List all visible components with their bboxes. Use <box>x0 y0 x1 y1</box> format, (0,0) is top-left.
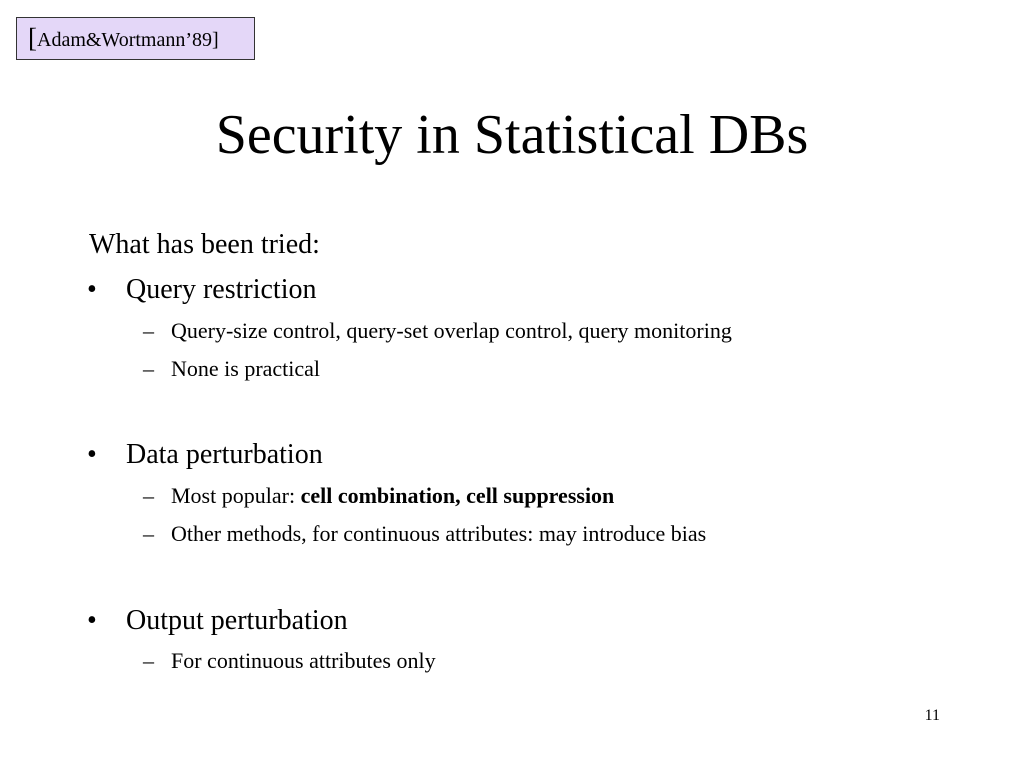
page-number: 11 <box>924 707 940 724</box>
sub-item-label: Other methods, for continuous attributes: may introduce bias <box>171 521 707 546</box>
sub-item-label: Query-size control, query-set overlap control, query monitoring <box>171 318 732 343</box>
sub-item-prefix: Most popular: <box>171 483 301 508</box>
bullet-item-data-perturbation <box>87 437 323 473</box>
dash-marker: – <box>143 483 154 508</box>
dash-marker: – <box>143 648 154 673</box>
bullet-item-output-perturbation <box>87 603 348 639</box>
slide-title: Security in Statistical DBs <box>215 104 809 166</box>
dash-marker: – <box>143 318 154 343</box>
bullet-label: Data perturbation <box>126 439 323 470</box>
sub-item-none-practical <box>143 355 321 383</box>
sub-item-continuous-only <box>143 647 436 675</box>
bullet-item-query-restriction <box>87 272 317 308</box>
bullet-marker: • <box>87 274 97 305</box>
sub-item-other-methods <box>143 520 707 548</box>
sub-item-label: For continuous attributes only <box>171 648 436 673</box>
dash-marker: – <box>143 356 154 381</box>
bullet-marker: • <box>87 439 97 470</box>
sub-item-bold-text: cell combination, cell suppression <box>300 483 615 508</box>
citation-text: Adam&Wortmann’89] <box>37 29 219 51</box>
sub-item-label: None is practical <box>171 356 321 381</box>
bullet-marker: • <box>87 605 97 636</box>
bullet-label: Query restriction <box>126 274 317 305</box>
sub-item-query-controls <box>143 317 732 345</box>
citation-open-bracket: [ <box>28 23 37 53</box>
citation-box <box>16 17 255 60</box>
intro-text: What has been tried: <box>89 229 320 260</box>
sub-item-most-popular <box>143 482 615 510</box>
dash-marker: – <box>143 521 154 546</box>
bullet-label: Output perturbation <box>126 605 348 636</box>
